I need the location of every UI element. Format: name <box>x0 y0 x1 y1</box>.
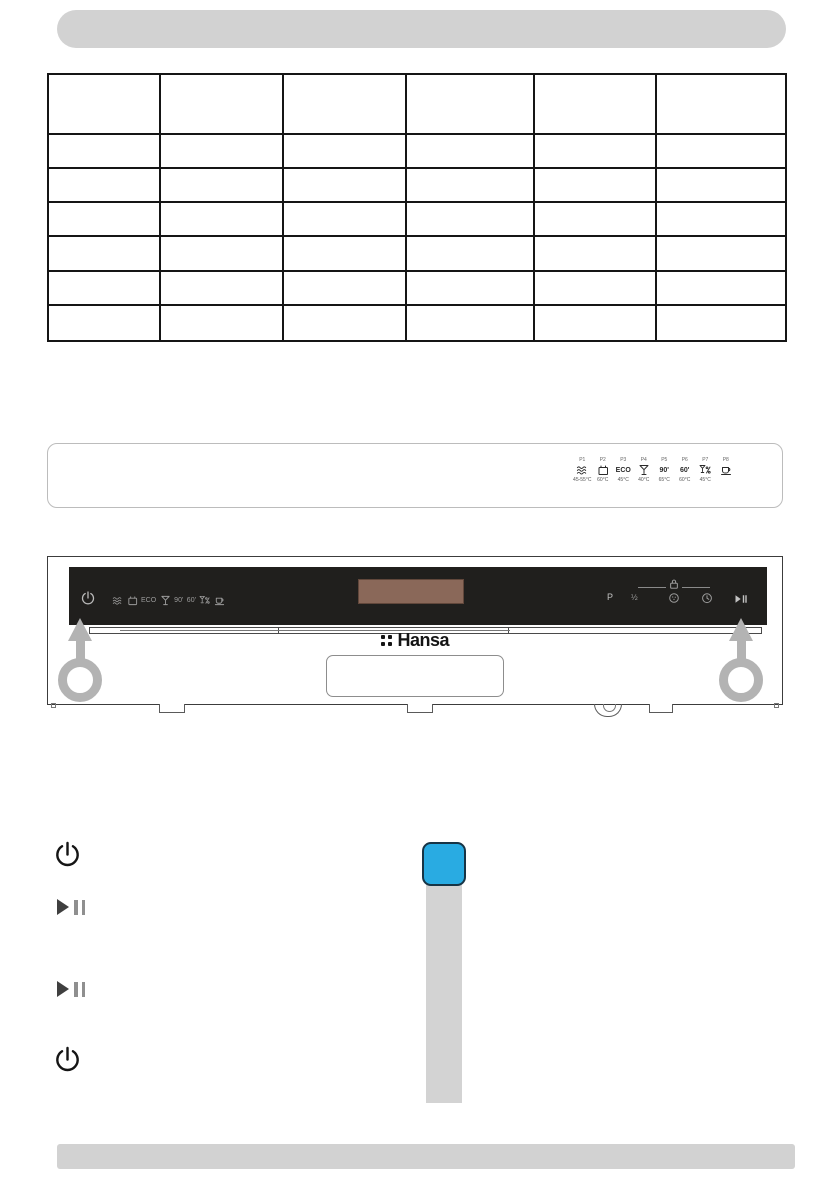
child-lock-bracket-left <box>638 587 666 588</box>
duration-90-program: 90' <box>174 596 184 604</box>
rating-plate <box>326 655 504 697</box>
program-id: P4 <box>640 457 647 463</box>
callout-arrow-right <box>729 618 753 641</box>
program-temp: 60°C <box>679 477 691 483</box>
indicator-strip-panel <box>47 443 783 508</box>
section-footer-bar <box>57 1144 795 1169</box>
program-indicator <box>716 457 737 497</box>
rapid-program-icon <box>199 595 210 606</box>
table-cell <box>49 306 161 340</box>
program-id: P6 <box>681 457 688 463</box>
play-triangle <box>57 899 69 915</box>
table-cell <box>407 237 535 270</box>
child-lock-icon <box>669 578 679 590</box>
table-cell <box>49 169 161 201</box>
program-id: P7 <box>702 457 709 463</box>
hansa-dots-mark <box>381 635 393 647</box>
program-temp: 45-55°C <box>573 477 592 483</box>
table-cell <box>657 203 781 235</box>
program-indicator <box>654 457 675 497</box>
glass-program-icon <box>160 595 171 606</box>
duration-60-program: 60' <box>680 466 690 474</box>
table-cell <box>407 169 535 201</box>
program-id: P5 <box>661 457 668 463</box>
duration-60-program: 60' <box>186 596 196 604</box>
table-cell <box>284 237 407 270</box>
intensive-program-icon <box>597 463 609 477</box>
table-cell <box>49 135 161 167</box>
table-cell <box>407 75 535 133</box>
program-indicator <box>593 457 614 497</box>
control-panel-figure <box>47 556 783 705</box>
program-icon-row <box>112 593 225 608</box>
program-id: P2 <box>599 457 606 463</box>
program-id: P1 <box>579 457 586 463</box>
led-display <box>358 579 464 604</box>
program-temp: 45°C <box>699 477 711 483</box>
table-cell <box>49 272 161 304</box>
table-row <box>49 135 785 169</box>
half-load-icon: ½ <box>631 593 638 602</box>
table-row <box>49 237 785 272</box>
table-cell <box>657 272 781 304</box>
start-pause-icon <box>57 980 85 998</box>
start-pause-icon <box>57 898 85 916</box>
program-id: P8 <box>722 457 729 463</box>
soak-program-icon <box>720 463 732 477</box>
table-row <box>49 306 785 340</box>
table-cell <box>407 203 535 235</box>
mounting-tab <box>649 704 673 713</box>
extra-function-icon <box>668 592 680 604</box>
table-cell <box>49 237 161 270</box>
section-header-bar <box>57 10 786 48</box>
program-indicator <box>695 457 716 497</box>
program-table <box>47 73 787 342</box>
table-cell <box>161 237 284 270</box>
power-icon <box>52 840 83 873</box>
table-row <box>49 272 785 306</box>
table-row <box>49 169 785 203</box>
control-panel-fascia <box>69 567 767 625</box>
table-cell <box>535 306 657 340</box>
pause-bars <box>74 900 85 915</box>
program-temp: 60°C <box>597 477 609 483</box>
table-cell <box>161 272 284 304</box>
callout-arrow-left <box>68 618 92 641</box>
drain-detail <box>594 704 622 717</box>
table-cell <box>657 135 781 167</box>
table-row <box>49 75 785 135</box>
program-temp: 45°C <box>617 477 629 483</box>
program-indicator <box>572 457 593 497</box>
pause-bars <box>74 982 85 997</box>
brand-logo <box>48 630 782 651</box>
table-cell <box>657 237 781 270</box>
program-indicator <box>634 457 655 497</box>
table-cell <box>284 272 407 304</box>
table-cell <box>284 75 407 133</box>
table-row <box>49 203 785 237</box>
table-cell <box>407 272 535 304</box>
program-temp: 40°C <box>638 477 650 483</box>
table-cell <box>535 135 657 167</box>
auto-program-icon <box>576 463 588 477</box>
table-cell <box>535 203 657 235</box>
table-cell <box>407 306 535 340</box>
callout-arrow-right-shaft <box>737 640 746 660</box>
table-cell <box>49 203 161 235</box>
table-cell <box>161 75 284 133</box>
table-cell <box>657 75 781 133</box>
duration-90-program: 90' <box>659 466 669 474</box>
program-indicator <box>675 457 696 497</box>
table-cell <box>284 203 407 235</box>
mounting-tab <box>159 704 185 713</box>
table-cell <box>657 306 781 340</box>
table-cell <box>161 169 284 201</box>
table-cell <box>49 75 161 133</box>
table-cell <box>161 306 284 340</box>
legend-highlight-marker <box>422 842 466 886</box>
program-id: P3 <box>620 457 627 463</box>
power-icon <box>52 1045 83 1078</box>
table-cell <box>535 237 657 270</box>
play-triangle <box>57 981 69 997</box>
program-indicator <box>613 457 634 497</box>
table-cell <box>535 272 657 304</box>
table-cell <box>535 75 657 133</box>
callout-ring-right <box>719 658 763 702</box>
table-cell <box>161 203 284 235</box>
glass-program-icon <box>638 463 650 477</box>
table-cell <box>161 135 284 167</box>
table-cell <box>407 135 535 167</box>
table-cell <box>535 169 657 201</box>
intensive-program-icon <box>127 595 138 606</box>
rapid-program-icon <box>699 463 711 477</box>
callout-arrow-left-shaft <box>76 640 85 660</box>
callout-ring-left <box>58 658 102 702</box>
table-cell <box>284 306 407 340</box>
brand-name: Hansa <box>397 630 450 650</box>
start-pause-icon <box>734 594 748 604</box>
table-cell <box>284 135 407 167</box>
auto-program-icon <box>112 595 123 606</box>
program-indicator-strip <box>572 457 736 497</box>
table-cell <box>657 169 781 201</box>
child-lock-bracket-right <box>682 587 710 588</box>
delay-timer-icon <box>701 592 713 604</box>
eco-program-icon: ECO <box>141 596 157 604</box>
program-temp: 65°C <box>658 477 670 483</box>
eco-program-icon: ECO <box>615 466 631 474</box>
power-icon <box>80 590 96 606</box>
program-button: P <box>607 592 614 602</box>
mounting-tab <box>407 704 433 713</box>
corner-clip <box>51 703 56 708</box>
table-cell <box>284 169 407 201</box>
corner-clip <box>774 703 779 708</box>
soak-program-icon <box>214 595 225 606</box>
